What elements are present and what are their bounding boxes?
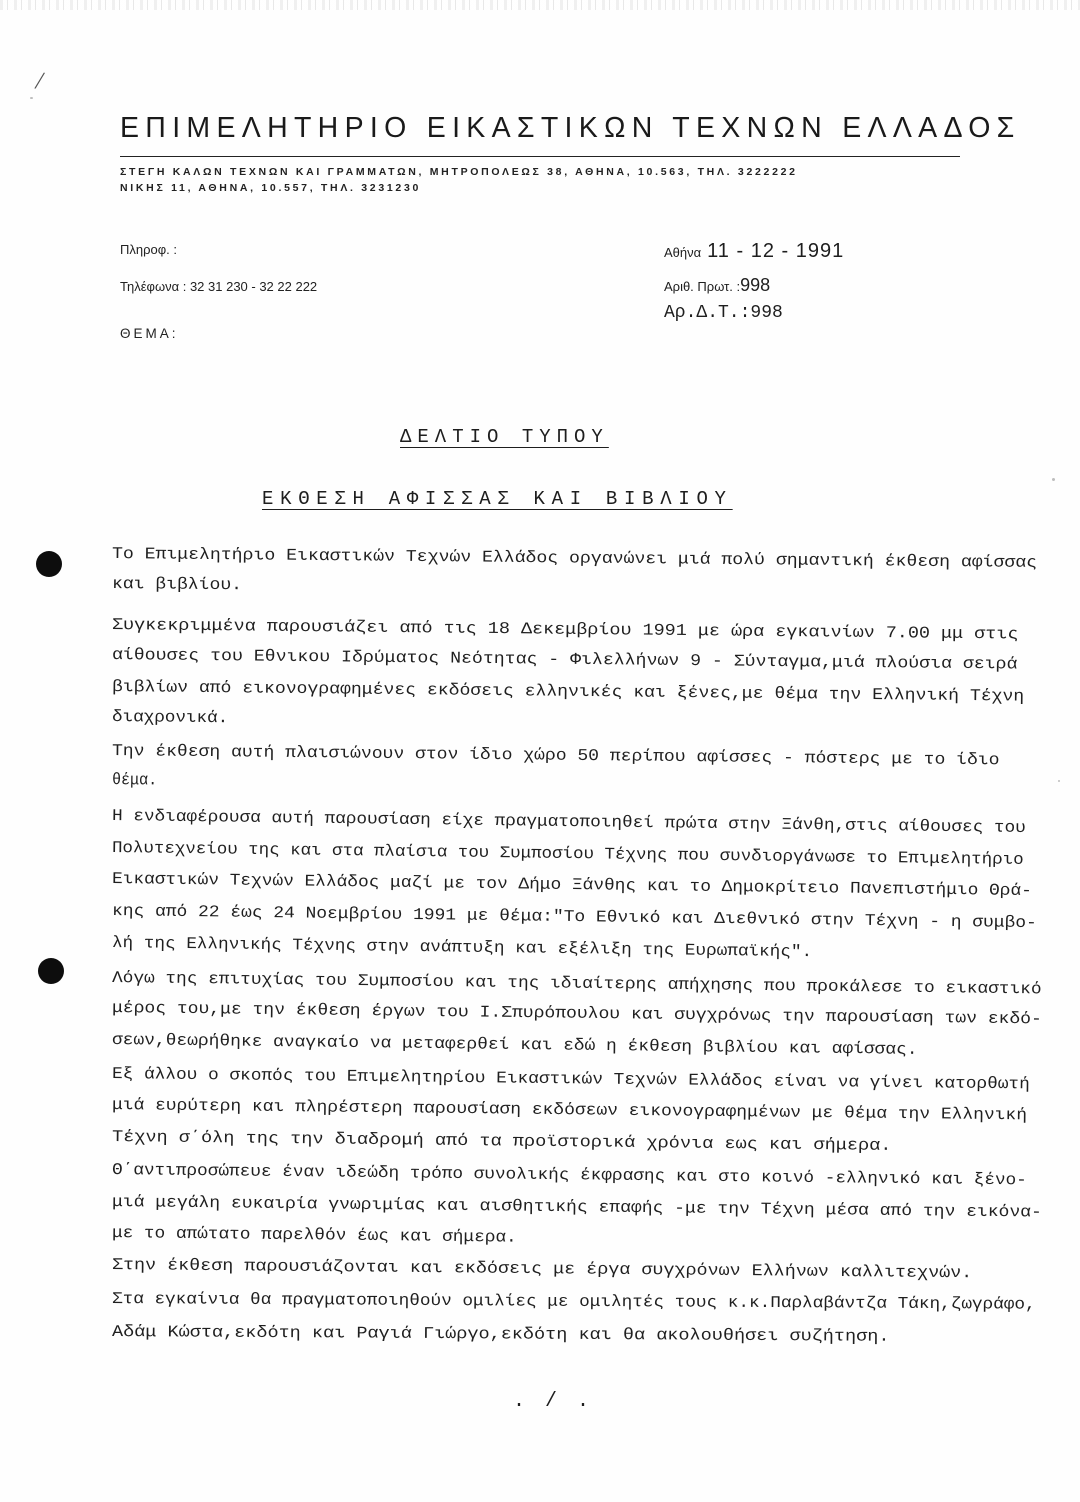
protocol-line [664, 275, 770, 296]
date-place: Αθήνα [664, 245, 702, 260]
body-line: Συγκεκριμμένα παρουσιάζει από τις 18 Δεκεμβρίου 1991 με ώρα εγκαινίων 7.00 μμ στις [111, 615, 1019, 644]
press-release-heading: ΔΕΛΤΙΟ ΤΥΠΟΥ [400, 426, 609, 448]
body-line: μέρος του,με την έκθεση έργων του Ι.Σπυρόπουλου και συγχρόνως την παρουσίαση των εκδό- [111, 998, 1042, 1029]
body-line: βιβλίων από εικονογραφημένες εκδόσεις ελληνικές και ξένες,με θέμα την Ελληνική Τέχνη [111, 677, 1025, 706]
body-line: με το απώτατο παρελθόν έως και σήμερα. [111, 1223, 517, 1247]
address-line-2: ΝΙΚΗΣ 11, ΑΘΗΝΑ, 10.557, ΤΗΛ. 3231230 [120, 182, 422, 194]
scan-speck [1052, 478, 1055, 481]
subject-label: ΘΕΜΑ: [120, 326, 179, 341]
page-continuation-mark: . / . [513, 1390, 594, 1413]
body-line: Πολυτεχνείου της και στα πλαίσια του Συμποσίου Τέχνης που συνδιοργάνωσε το Επιμελητήριο [111, 838, 1024, 869]
body-line: μιά μεγάλη ευκαιρία γνωριμίας και αισθητικής επαφής -με την Τέχνη μέσα από την εικόνα- [111, 1192, 1042, 1222]
header-rule [120, 156, 960, 157]
exhibition-heading: ΕΚΘΕΣΗ ΑΦΙΣΣΑΣ ΚΑΙ ΒΙΒΛΙΟΥ [262, 488, 733, 510]
protocol-number: 998 [740, 275, 771, 295]
body-line: μιά ευρύτερη και πληρέστερη παρουσίαση εκδόσεων εικονογραφημένων με θέμα την Ελληνική [111, 1095, 1028, 1125]
press-release-number: Αρ.Δ.Τ.:998 [664, 303, 783, 323]
body-line: σεων,θεωρήθηκε αναγκαίο να μεταφερθεί και εδώ η έκθεση βιβλίου και αφίσσας. [111, 1030, 918, 1059]
body-line: λή της Ελληνικής Τέχνης στην ανάπτυξη και εξέλιξη της Ευρωπαϊκής". [111, 933, 813, 962]
body-line: Εικαστικών Τεχνών Ελλάδος μαζί με τον Δήμο Ξάνθης και το Δημοκρίτειο Πανεπιστήμιο Θρά- [111, 869, 1032, 901]
body-line: Τέχνη σ΄όλη της την διαδρομή από τα προϊστορικά χρόνια εως και σήμερα. [111, 1127, 892, 1155]
punch-hole-top [36, 551, 62, 577]
scan-artifact-strip [0, 0, 1080, 10]
body-line: Στα εγκαίνια θα πραγματοποιηθούν ομιλίες με ομιλητές τους κ.κ.Παρλαβάντζα Τάκη,ζωγράφο, [111, 1289, 1036, 1314]
body-line: κης από 22 έως 24 Νοεμβρίου 1991 με θέμα:"Το Εθνικό και Διεθνικό στην Τέχνη - η συμβο- [111, 901, 1037, 933]
body-line: και βιβλίου. [111, 574, 243, 595]
date-value: 11 - 12 - 1991 [707, 240, 845, 262]
body-line: Λόγω της επιτυχίας του Συμποσίου και της ιδιαίτερης απήχησης που προκάλεσε το εικαστικό [111, 968, 1042, 999]
body-line: Το Επιμελητήριο Εικαστικών Τεχνών Ελλάδος οργανώνει μιά πολύ σημαντική έκθεση αφίσσας [111, 544, 1038, 572]
body-line: Θ΄αντιπροσώπευε έναν ιδεώδη τρόπο συνολικής έκφρασης και στο κοινό -ελληνικό και ξένο- [111, 1160, 1027, 1190]
body-line: Στην έκθεση παρουσιάζονται και εκδόσεις με έργα συγχρόνων Ελλήνων καλλιτεχνών. [111, 1255, 973, 1283]
organization-title: ΕΠΙΜΕΛΗΤΗΡΙΟ ΕΙΚΑΣΤΙΚΩΝ ΤΕΧΝΩΝ ΕΛΛΑΔΟΣ [120, 112, 1021, 144]
punch-hole-bottom [38, 958, 64, 984]
body-line: Εξ άλλου ο σκοπός του Επιμελητηρίου Εικαστικών Τεχνών Ελλάδος είναι να γίνει κατορθωτή [111, 1064, 1030, 1094]
body-line: Την έκθεση αυτή πλαισιώνουν στον ίδιο χώρο 50 περίπου αφίσσες - πόστερς με το ίδιο [111, 741, 1000, 770]
body-line: Αδάμ Κώστα,εκδότη και Ραγιά Γιώργο,εκδότη και θα ακολουθήσει συζήτηση. [111, 1322, 890, 1346]
body-line: αίθουσες του Εθνικου Ιδρύματος Νεότητας - Φιλελλήνων 9 - Σύνταγμα,μιά πλούσια σειρά [111, 645, 1018, 674]
scan-speck [1058, 780, 1060, 782]
handwritten-slash-mark: / [33, 65, 47, 96]
scan-speck [30, 97, 33, 99]
body-line: θέμα. [111, 770, 158, 790]
body-line: Η ενδιαφέρουσα αυτή παρουσίαση είχε πραγματοποιηθεί πρώτα στην Ξάνθη,στις αίθουσες του [111, 806, 1026, 837]
phones-label: Τηλέφωνα : 32 31 230 - 32 22 222 [120, 279, 318, 294]
body-line: διαχρονικά. [111, 707, 229, 728]
protocol-label: Αριθ. Πρωτ. : [664, 279, 741, 294]
info-label: Πληροφ. : [120, 242, 178, 257]
address-line-1: ΣΤΕΓΗ ΚΑΛΩΝ ΤΕΧΝΩΝ ΚΑΙ ΓΡΑΜΜΑΤΩΝ, ΜΗΤΡΟΠΟΛΕΩΣ 38, ΑΘΗΝΑ, 10.563, ΤΗΛ. 3222222 [120, 166, 798, 178]
date-line [664, 240, 844, 263]
